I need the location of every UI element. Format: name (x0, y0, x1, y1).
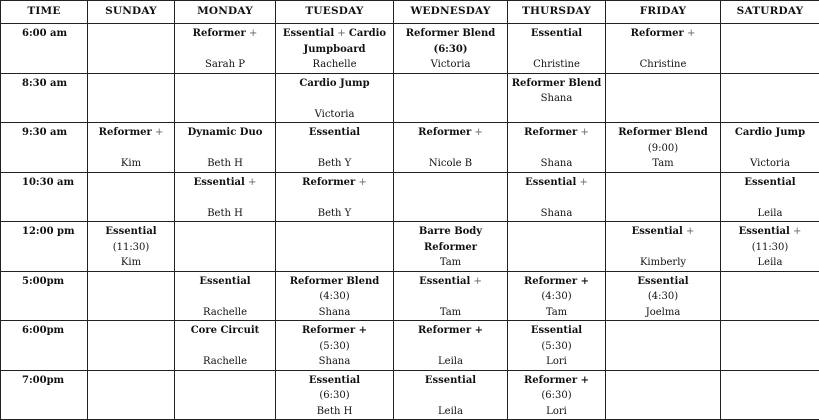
line-spacer (175, 190, 275, 206)
time-slot: 12:00 pm (1, 222, 88, 272)
class-name (721, 175, 819, 191)
class-name (175, 26, 275, 42)
instructor-name: Beth Y (276, 206, 393, 222)
schedule-cell (175, 222, 276, 272)
class-title: Cardio Jump (735, 127, 805, 138)
schedule-cell (175, 123, 276, 173)
class-name (394, 274, 507, 290)
schedule-cell (276, 222, 394, 272)
class-title: Essential (531, 325, 582, 336)
schedule-cell (175, 321, 276, 371)
plus-mark: + (470, 276, 482, 287)
class-title: Essential (309, 375, 360, 386)
schedule-cell (508, 172, 606, 222)
schedule-cell (721, 123, 819, 173)
class-name (175, 125, 275, 141)
class-name (508, 125, 605, 141)
schedule-row (1, 24, 819, 74)
plus-mark: + (576, 177, 588, 188)
alt-time-note: (4:30) (508, 289, 605, 305)
schedule-cell (508, 73, 606, 123)
instructor-name: Beth H (175, 156, 275, 172)
schedule-cell (508, 24, 606, 74)
class-title: Essential (309, 127, 360, 138)
class-name (394, 373, 507, 389)
schedule-row (1, 73, 819, 123)
plus-mark: + (684, 28, 696, 39)
plus-mark: + (471, 127, 483, 138)
instructor-name: Shana (508, 156, 605, 172)
instructor-name: Rachelle (175, 354, 275, 370)
line-spacer (508, 190, 605, 206)
schedule-cell (276, 271, 394, 321)
class-name (175, 175, 275, 191)
schedule-cell (175, 172, 276, 222)
instructor-name: Lori (508, 354, 605, 370)
instructor-name: Tam (394, 255, 507, 271)
line-spacer (721, 141, 819, 157)
class-title: Reformer (424, 242, 477, 253)
class-title: Reformer Blend (618, 127, 707, 138)
schedule-row (1, 271, 819, 321)
class-name (508, 76, 605, 92)
schedule-cell (88, 271, 175, 321)
class-title: Essential (739, 226, 790, 237)
alt-time-note: (9:00) (606, 141, 720, 157)
instructor-name: Shana (276, 305, 393, 321)
class-name (175, 323, 275, 339)
class-name (394, 42, 507, 58)
class-title: Barre Body (419, 226, 482, 237)
instructor-name: Kimberly (606, 255, 720, 271)
schedule-cell (508, 370, 606, 420)
class-title: Reformer + (524, 276, 589, 287)
class-title: Essential (632, 226, 683, 237)
class-title: Reformer + (524, 375, 589, 386)
class-name (276, 42, 393, 58)
schedule-cell (606, 321, 721, 371)
schedule-cell (175, 370, 276, 420)
class-title: Reformer (418, 127, 471, 138)
line-spacer (508, 141, 605, 157)
schedule-cell (394, 172, 508, 222)
schedule-cell (606, 73, 721, 123)
time-slot: 6:00 am (1, 24, 88, 74)
class-title: Essential (744, 177, 795, 188)
class-title: Reformer Blend (406, 28, 495, 39)
alt-time-note: (6:30) (276, 388, 393, 404)
class-title: Reformer (524, 127, 577, 138)
alt-time-note: (4:30) (606, 289, 720, 305)
schedule-cell (88, 321, 175, 371)
header-wednesday: WEDNESDAY (394, 1, 508, 24)
line-spacer (276, 190, 393, 206)
class-name (276, 26, 393, 42)
class-name (508, 175, 605, 191)
class-name (721, 125, 819, 141)
header-monday: MONDAY (175, 1, 276, 24)
time-slot: 6:00pm (1, 321, 88, 371)
line-spacer (508, 42, 605, 58)
class-title: Essential (194, 177, 245, 188)
schedule-cell (88, 172, 175, 222)
line-spacer (276, 141, 393, 157)
class-title: (6:30) (433, 44, 467, 55)
header-time: TIME (1, 1, 88, 24)
class-name (606, 274, 720, 290)
instructor-name: Rachelle (175, 305, 275, 321)
class-name (508, 323, 605, 339)
schedule-cell (394, 222, 508, 272)
class-name (606, 224, 720, 240)
plus-mark: + (355, 177, 367, 188)
time-slot: 8:30 am (1, 73, 88, 123)
schedule-row (1, 370, 819, 420)
instructor-name: Shana (508, 206, 605, 222)
schedule-cell (606, 370, 721, 420)
class-title: Essential (525, 177, 576, 188)
class-name (276, 323, 393, 339)
schedule-cell (276, 321, 394, 371)
class-name (394, 323, 507, 339)
instructor-name: Tam (606, 156, 720, 172)
line-spacer (721, 190, 819, 206)
instructor-name: Victoria (276, 107, 393, 123)
instructor-name: Shana (276, 354, 393, 370)
class-title: Essential (105, 226, 156, 237)
class-title: Reformer + (302, 325, 367, 336)
class-name (88, 224, 174, 240)
class-name (276, 274, 393, 290)
schedule-cell (721, 172, 819, 222)
class-title: Essential (419, 276, 470, 287)
schedule-cell (394, 370, 508, 420)
schedule-cell (276, 24, 394, 74)
time-slot: 9:30 am (1, 123, 88, 173)
schedule-cell (508, 222, 606, 272)
plus-mark: + (246, 28, 258, 39)
schedule-cell (394, 321, 508, 371)
schedule-cell (508, 271, 606, 321)
schedule-body (1, 24, 819, 420)
class-name (721, 224, 819, 240)
instructor-name: Beth H (276, 404, 393, 420)
class-name (276, 125, 393, 141)
schedule-cell (508, 123, 606, 173)
class-title: Reformer (302, 177, 355, 188)
class-name (606, 125, 720, 141)
schedule-cell (88, 24, 175, 74)
schedule-cell (721, 370, 819, 420)
instructor-name: Leila (721, 206, 819, 222)
schedule-cell (606, 271, 721, 321)
schedule-cell (88, 123, 175, 173)
class-title: Essential (531, 28, 582, 39)
time-slot: 7:00pm (1, 370, 88, 420)
schedule-cell (276, 370, 394, 420)
schedule-cell (394, 123, 508, 173)
alt-time-note: (4:30) (276, 289, 393, 305)
class-title: Essential (199, 276, 250, 287)
instructor-name: Rachelle (276, 57, 393, 73)
instructor-name: Christine (606, 57, 720, 73)
schedule-cell (606, 123, 721, 173)
plus-mark: + (790, 226, 802, 237)
line-spacer (394, 339, 507, 355)
class-title: Reformer (99, 127, 152, 138)
class-title: Essential (637, 276, 688, 287)
line-spacer (394, 289, 507, 305)
class-title: Essential (283, 28, 334, 39)
class-name (276, 373, 393, 389)
instructor-name: Lori (508, 404, 605, 420)
schedule-cell (721, 222, 819, 272)
class-name (508, 373, 605, 389)
schedule-cell (606, 172, 721, 222)
class-title: Dynamic Duo (188, 127, 263, 138)
line-spacer (606, 240, 720, 256)
line-spacer (606, 42, 720, 58)
class-title: Reformer (193, 28, 246, 39)
schedule-cell (88, 222, 175, 272)
class-title: Reformer Blend (512, 78, 601, 89)
alt-time-note: (5:30) (276, 339, 393, 355)
instructor-name: Beth H (175, 206, 275, 222)
time-slot: 10:30 am (1, 172, 88, 222)
line-spacer (88, 141, 174, 157)
schedule-cell (508, 321, 606, 371)
header-friday: FRIDAY (606, 1, 721, 24)
class-title: Reformer Blend (290, 276, 379, 287)
schedule-cell (276, 172, 394, 222)
schedule-cell (721, 271, 819, 321)
instructor-name: Leila (394, 354, 507, 370)
instructor-name: Nicole B (394, 156, 507, 172)
line-spacer (276, 91, 393, 107)
schedule-cell (721, 321, 819, 371)
line-spacer (175, 289, 275, 305)
class-name (508, 274, 605, 290)
line-spacer (175, 141, 275, 157)
instructor-name: Leila (721, 255, 819, 271)
schedule-cell (721, 73, 819, 123)
instructor-name: Kim (88, 255, 174, 271)
class-name (394, 224, 507, 240)
alt-time-note: (11:30) (721, 240, 819, 256)
schedule-cell (276, 73, 394, 123)
instructor-name: Leila (394, 404, 507, 420)
schedule-cell (88, 73, 175, 123)
alt-time-note: (5:30) (508, 339, 605, 355)
instructor-name: Victoria (394, 57, 507, 73)
alt-time-note: (11:30) (88, 240, 174, 256)
schedule-row (1, 172, 819, 222)
instructor-name: Beth Y (276, 156, 393, 172)
plus-mark: + (152, 127, 164, 138)
instructor-name: Shana (508, 91, 605, 107)
schedule-cell (394, 73, 508, 123)
class-name (606, 26, 720, 42)
instructor-name: Sarah P (175, 57, 275, 73)
class-name (88, 125, 174, 141)
line-spacer (175, 339, 275, 355)
schedule-row (1, 123, 819, 173)
class-title-suffix: Cardio (349, 28, 386, 39)
plus-mark: + (334, 28, 346, 39)
plus-mark: + (683, 226, 695, 237)
header-row (1, 1, 819, 24)
class-title: Reformer + (418, 325, 483, 336)
class-title: Essential (425, 375, 476, 386)
class-title: Cardio Jump (299, 78, 369, 89)
header-sunday: SUNDAY (88, 1, 175, 24)
schedule-cell (175, 271, 276, 321)
instructor-name: Christine (508, 57, 605, 73)
schedule-cell (721, 24, 819, 74)
line-spacer (394, 141, 507, 157)
alt-time-note: (6:30) (508, 388, 605, 404)
class-name (394, 125, 507, 141)
plus-mark: + (577, 127, 589, 138)
schedule-cell (606, 24, 721, 74)
class-title: Core Circuit (191, 325, 260, 336)
schedule-cell (606, 222, 721, 272)
class-title: Jumpboard (304, 44, 366, 55)
header-saturday: SATURDAY (721, 1, 819, 24)
schedule-cell (394, 271, 508, 321)
instructor-name: Tam (508, 305, 605, 321)
header-tuesday: TUESDAY (276, 1, 394, 24)
class-title: Reformer (631, 28, 684, 39)
class-name (276, 76, 393, 92)
class-name (394, 240, 507, 256)
line-spacer (175, 42, 275, 58)
schedule-cell (88, 370, 175, 420)
schedule-cell (175, 24, 276, 74)
class-name (394, 26, 507, 42)
schedule-cell (175, 73, 276, 123)
schedule-cell (394, 24, 508, 74)
schedule-row (1, 321, 819, 371)
class-name (175, 274, 275, 290)
instructor-name: Kim (88, 156, 174, 172)
schedule-row (1, 222, 819, 272)
instructor-name: Victoria (721, 156, 819, 172)
header-thursday: THURSDAY (508, 1, 606, 24)
class-name (508, 26, 605, 42)
plus-mark: + (245, 177, 257, 188)
time-slot: 5:00pm (1, 271, 88, 321)
class-name (276, 175, 393, 191)
line-spacer (394, 388, 507, 404)
instructor-name: Joelma (606, 305, 720, 321)
instructor-name: Tam (394, 305, 507, 321)
schedule-cell (276, 123, 394, 173)
